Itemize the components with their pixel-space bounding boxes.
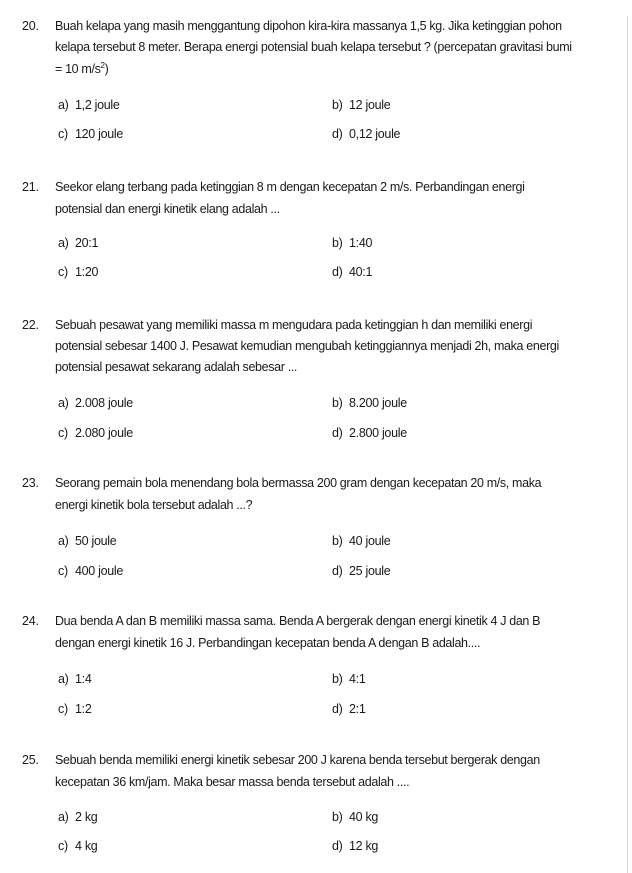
option-c[interactable] [58,426,133,440]
question-text-line: potensial dan energi kinetik elang adalah ... [55,202,280,216]
option-label: b) [332,236,343,250]
question-text-line: kecepatan 36 km/jam. Maka besar massa benda tersebut adalah .... [55,775,410,789]
question-text-line: potensial pesawat sekarang adalah sebesar ... [55,360,298,374]
option-text: 4:1 [349,672,366,686]
question-text-line: = 10 $m/s^2$) [55,61,109,76]
option-c[interactable] [58,564,123,578]
option-a[interactable] [58,396,133,410]
option-d[interactable] [332,564,390,578]
option-text: 50 joule [75,534,117,548]
option-text: 1:20 [75,265,99,279]
option-b[interactable] [332,672,365,686]
option-b[interactable] [332,810,378,824]
option-label: b) [332,810,343,824]
option-text: 4 kg [75,839,98,853]
question-number: 23. [22,476,39,490]
option-label: b) [332,534,343,548]
option-text: 12 kg [349,839,379,853]
option-text: 2.008 joule [75,396,133,410]
option-label: b) [332,98,343,112]
option-label: c) [58,702,68,716]
option-label: d) [332,127,343,141]
option-c[interactable] [58,265,98,279]
option-text: 2.080 joule [75,426,133,440]
option-label: a) [58,810,69,824]
option-d[interactable] [332,127,400,141]
option-a[interactable] [58,98,120,112]
option-text: 20:1 [75,236,99,250]
option-label: b) [332,396,343,410]
option-b[interactable] [332,396,407,410]
question-text-line: potensial sebesar 1400 J. Pesawat kemudian mengubah ketinggiannya menjadi 2h, maka energi [55,339,559,353]
option-text: 1,2 joule [75,98,120,112]
option-c[interactable] [58,127,123,141]
option-text: 1:40 [349,236,373,250]
option-text: 1:4 [75,672,92,686]
question-number: 24. [22,614,39,628]
option-label: c) [58,426,68,440]
option-label: c) [58,127,68,141]
option-a[interactable] [58,534,116,548]
option-text: 2:1 [349,702,366,716]
option-c[interactable] [58,702,91,716]
option-text: 40:1 [349,265,373,279]
option-text: 12 joule [349,98,391,112]
option-text: 120 joule [75,127,124,141]
option-label: a) [58,236,69,250]
option-label: c) [58,265,68,279]
question-number: 21. [22,180,39,194]
question-text-line: energi kinetik bola tersebut adalah ...? [55,498,253,512]
question-text-line: Seekor elang terbang pada ketinggian 8 m dengan kecepatan 2 m/s. Perbandingan energi [55,180,525,194]
question-number: 20. [22,19,39,33]
question-text-line: Buah kelapa yang masih menggantung dipohon kira-kira massanya 1,5 kg. Jika ketinggian pohon [55,19,562,33]
option-label: c) [58,564,68,578]
page-edge-divider [627,16,628,873]
option-text: 2.800 joule [349,426,407,440]
option-d[interactable] [332,702,365,716]
option-label: a) [58,396,69,410]
question-number: 22. [22,318,39,332]
option-text: 2 kg [75,810,98,824]
option-label: a) [58,98,69,112]
option-d[interactable] [332,839,378,853]
option-b[interactable] [332,534,390,548]
option-text: 400 joule [75,564,124,578]
option-text: 8.200 joule [349,396,407,410]
option-label: d) [332,839,343,853]
option-label: a) [58,672,69,686]
option-a[interactable] [58,236,98,250]
option-label: c) [58,839,68,853]
option-label: d) [332,564,343,578]
question-text-line: dengan energi kinetik 16 J. Perbandingan kecepatan benda A dengan B adalah.... [55,636,481,650]
option-a[interactable] [58,810,97,824]
option-d[interactable] [332,426,407,440]
option-label: d) [332,426,343,440]
option-text: 40 kg [349,810,379,824]
question-text-line: Sebuah benda memiliki energi kinetik sebesar 200 J karena benda tersebut bergerak dengan [55,753,540,767]
option-a[interactable] [58,672,91,686]
option-label: a) [58,534,69,548]
option-label: b) [332,672,343,686]
question-number: 25. [22,753,39,767]
option-text: 40 joule [349,534,391,548]
question-text-line: Sebuah pesawat yang memiliki massa m mengudara pada ketinggian h dan memiliki energi [55,318,533,332]
question-text-line: kelapa tersebut 8 meter. Berapa energi potensial buah kelapa tersebut ? (percepatan gravitasi bumi [55,40,572,54]
option-text: 25 joule [349,564,391,578]
option-c[interactable] [58,839,97,853]
option-label: d) [332,265,343,279]
option-b[interactable] [332,98,390,112]
question-text-line: Seorang pemain bola menendang bola bermassa 200 gram dengan kecepatan 20 m/s, maka [55,476,542,490]
question-text-line: Dua benda A dan B memiliki massa sama. Benda A bergerak dengan energi kinetik 4 J dan B [55,614,541,628]
option-d[interactable] [332,265,372,279]
option-text: 0,12 joule [349,127,401,141]
option-text: 1:2 [75,702,92,716]
option-label: d) [332,702,343,716]
option-b[interactable] [332,236,372,250]
